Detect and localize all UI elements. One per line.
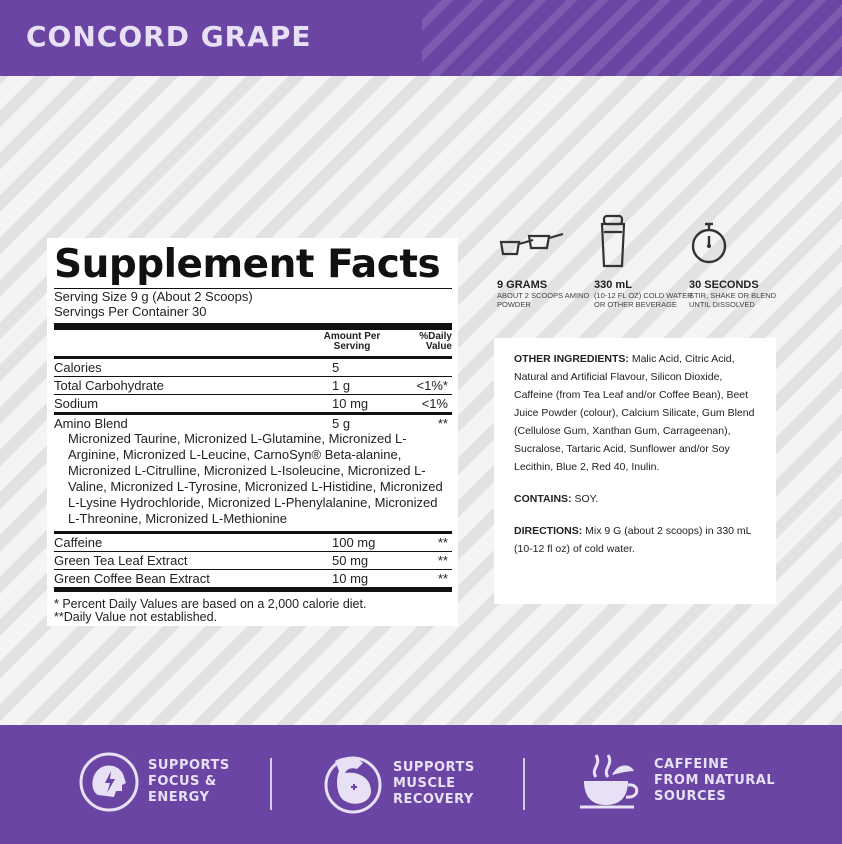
row-amount: 10 mg [332, 396, 369, 411]
water-label: 330 mL [594, 279, 632, 291]
row-dv: <1% [421, 396, 448, 411]
row-dv: ** [437, 553, 448, 568]
facts-row [54, 377, 452, 394]
row-name: Calories [54, 360, 102, 375]
row-amount: 5 [332, 360, 340, 375]
row-dv: ** [437, 535, 448, 550]
row-amount: 50 mg [332, 553, 369, 568]
other-ingredients [514, 350, 760, 476]
row-name: Green Coffee Bean Extract [54, 571, 210, 586]
facts-title: Supplement Facts [54, 242, 452, 289]
feature-line: CAFFEINE [654, 757, 729, 772]
directions-text: Mix 9 G (about 2 scoops) in 330 mL (10-12 fl oz) of cold water. [514, 525, 752, 555]
directions [514, 522, 760, 558]
row-name: Sodium [54, 396, 99, 411]
contains-text: SOY. [574, 493, 599, 505]
row-name: Total Carbohydrate [54, 378, 164, 393]
scoop-icon [497, 210, 567, 268]
feature-line: SUPPORTS [393, 760, 475, 775]
serving-label: 9 GRAMS [497, 279, 548, 291]
row-name: Green Tea Leaf Extract [54, 553, 188, 568]
other-ingredients-label: OTHER INGREDIENTS: [514, 353, 629, 365]
usage-water [594, 210, 704, 309]
flexed-arm-icon [321, 751, 385, 817]
directions-label: DIRECTIONS: [514, 525, 583, 537]
divider-thick [54, 587, 452, 592]
facts-row [54, 359, 452, 376]
features-bar [0, 725, 842, 844]
facts-row-blend [54, 415, 452, 432]
servings-per-container: Servings Per Container 30 [54, 304, 207, 319]
header-stripes [422, 0, 842, 76]
flavor-title: CONCORD GRAPE [26, 20, 312, 53]
daily-value-header: %Daily Value [419, 331, 452, 352]
feature-line: FOCUS & [148, 774, 217, 789]
facts-row [54, 534, 452, 551]
amount-header: Amount Per Serving [323, 331, 381, 352]
serving-size: Serving Size 9 g (About 2 Scoops) [54, 289, 253, 304]
usage-time [689, 210, 799, 309]
supplement-facts-panel [47, 238, 458, 626]
water-sub: (10-12 FL OZ) COLD WATER OR OTHER BEVERAGE [594, 291, 693, 309]
time-label: 30 SECONDS [689, 279, 759, 291]
facts-row [54, 570, 452, 587]
facts-column-header [54, 330, 452, 356]
footnote-daily-value: **Daily Value not established. [54, 610, 218, 624]
row-amount: 10 mg [332, 571, 369, 586]
facts-row [54, 552, 452, 569]
header-bar [0, 0, 842, 76]
row-amount: 100 mg [332, 535, 376, 550]
feature-caffeine [578, 751, 775, 811]
coffee-cup-icon [578, 751, 646, 811]
footnote-percent: * Percent Daily Values are based on a 2,000 calorie diet. [54, 597, 367, 611]
feature-caffeine-text [654, 757, 775, 805]
time-sub: STIR, SHAKE OR BLEND UNTIL DISSOLVED [689, 291, 777, 309]
feature-recovery-text [393, 760, 475, 808]
blend-ingredients: Micronized Taurine, Micronized L-Glutamine, Micronized L-Arginine, Micronized L-Leucine, CarnoSyn® Beta-alanine, Micronized L-Citrulline, Micronized L-Isoleucine, Micronized L-Valine, Micronized L-Tyrosine, Micronized L-Histidine, Micronized L-Lysine Hydrochloride, Micronized L-Phenylalanine, Micronized L-Threonine, Micronized L-Methionine [68, 431, 443, 526]
stopwatch-icon [689, 210, 729, 268]
row-dv: ** [437, 416, 448, 431]
usage-serving [497, 210, 607, 309]
feature-line: MUSCLE [393, 776, 456, 791]
facts-row [54, 395, 452, 412]
row-name: Caffeine [54, 535, 103, 550]
contains-label: CONTAINS: [514, 493, 572, 505]
row-amount: 5 g [332, 416, 351, 431]
feature-focus [78, 751, 230, 813]
row-dv: ** [437, 571, 448, 586]
brain-lightning-icon [78, 751, 140, 813]
feature-line: RECOVERY [393, 792, 474, 807]
feature-line: SUPPORTS [148, 758, 230, 773]
serving-sub: ABOUT 2 SCOOPS AMINO POWDER [497, 291, 590, 309]
feature-divider [270, 758, 272, 810]
feature-line: ENERGY [148, 790, 210, 805]
other-ingredients-panel [494, 338, 776, 604]
feature-focus-text [148, 758, 230, 806]
feature-recovery [321, 751, 475, 817]
other-ingredients-text: Malic Acid, Citric Acid, Natural and Artificial Flavour, Silicon Dioxide, Caffeine (from Tea Leaf and/or Coffee Bean), Beet Juice Powder (colour), Calcium Silicate, Gum Blend (Cellulose Gum, Xanthan Gum, Carrageenan), Sucralose, Tartaric Acid, Sunflower and/or Soy Lecithin, Blue 2, Red 40, Inulin. [514, 353, 755, 473]
row-amount: 1 g [332, 378, 351, 393]
shaker-icon [594, 210, 634, 268]
feature-divider [523, 758, 525, 810]
row-name: Amino Blend [54, 416, 128, 431]
row-dv: <1%* [416, 378, 448, 393]
feature-line: FROM NATURAL [654, 773, 776, 788]
divider-thick [54, 323, 452, 330]
feature-line: SOURCES [654, 789, 727, 804]
contains [514, 490, 760, 508]
